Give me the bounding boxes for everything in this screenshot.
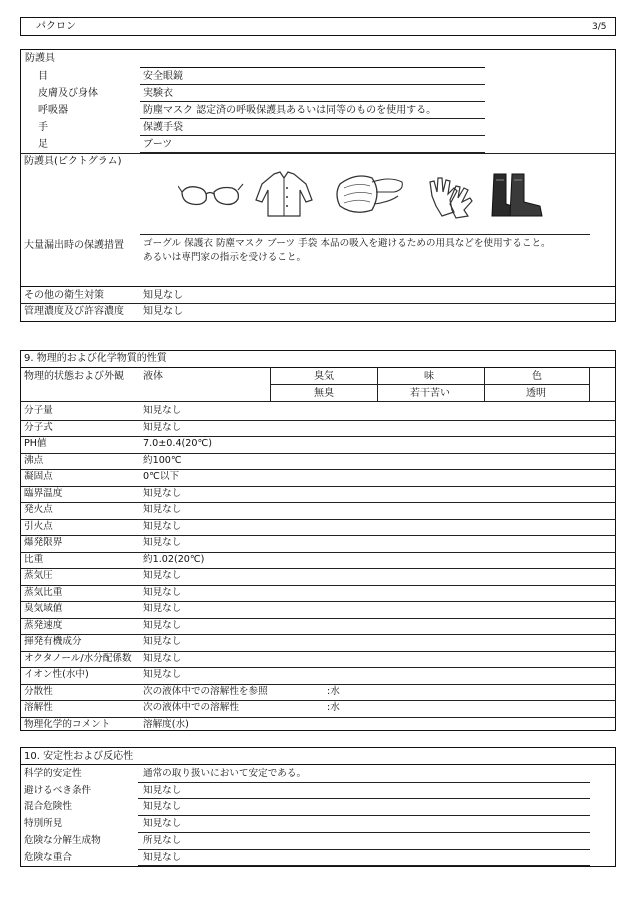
property-value: 知見なし	[143, 636, 182, 647]
divider	[20, 153, 616, 154]
property-label: 蒸気圧	[24, 570, 53, 581]
stability-value: 知見なし	[143, 784, 182, 796]
row-divider	[20, 453, 616, 454]
property-label: 爆発限界	[24, 537, 63, 548]
property-value: 知見なし	[143, 669, 182, 680]
spill-line2: あるいは専門家の指示を受けること。	[143, 252, 307, 263]
row-divider	[138, 798, 590, 799]
stability-label: 危険な重合	[24, 851, 72, 863]
row-divider	[138, 815, 590, 816]
row-divider	[20, 585, 616, 586]
property-label: PH値	[24, 438, 47, 449]
property-label: 分子量	[24, 405, 53, 416]
section9-box	[20, 350, 616, 731]
line	[140, 118, 485, 119]
label-hand: 手	[38, 122, 48, 133]
label-eye: 目	[38, 71, 48, 82]
stability-value: 知見なし	[143, 818, 182, 830]
divider	[20, 303, 616, 304]
value-foot: ブーツ	[143, 139, 173, 150]
section9-title: 9. 物理的および化学物質的性質	[24, 353, 167, 364]
product-name: パクロン	[36, 21, 76, 32]
value-skin: 実験衣	[143, 88, 173, 99]
stability-label: 避けるべき条件	[24, 784, 92, 796]
property-label: 引火点	[24, 520, 53, 532]
lab-coat-icon	[254, 170, 314, 220]
line	[140, 234, 590, 235]
limit-label: 管理濃度及び許容濃度	[24, 306, 124, 317]
property-value: 知見なし	[143, 619, 182, 631]
row-divider	[20, 469, 616, 470]
row-divider	[20, 651, 616, 652]
row-divider	[20, 717, 616, 718]
divider	[20, 401, 616, 402]
line	[140, 84, 485, 85]
property-label: 沸点	[24, 454, 44, 466]
property-value: 次の液体中での溶解性	[143, 702, 239, 713]
taste-header: 味	[424, 371, 434, 382]
property-value: 知見なし	[143, 504, 182, 515]
label-skin: 皮膚及び身体	[38, 88, 98, 99]
property-value: 知見なし	[143, 570, 182, 581]
appearance-value: 液体	[143, 371, 163, 382]
row-divider	[20, 502, 616, 503]
row-divider	[20, 486, 616, 487]
property-value: 約1.02(20℃)	[143, 553, 205, 565]
property-label: 凝固点	[24, 471, 53, 482]
property-label: 分子式	[24, 421, 53, 433]
odor-value: 無臭	[314, 388, 334, 399]
row-divider	[20, 535, 616, 536]
row-divider	[20, 667, 616, 668]
row-divider	[138, 782, 590, 783]
property-label: 蒸発速度	[24, 619, 63, 631]
property-value: 知見なし	[143, 603, 182, 614]
label-respiratory: 呼吸器	[38, 105, 68, 116]
row-divider	[20, 601, 616, 602]
color-header: 色	[532, 371, 542, 382]
odor-header: 臭気	[314, 371, 334, 382]
stability-label: 科学的安定性	[24, 768, 82, 779]
stability-label: 特別所見	[24, 818, 63, 830]
property-label: イオン性(水中)	[24, 669, 89, 680]
divider	[20, 764, 616, 765]
property-label: 臭気域値	[24, 603, 63, 614]
header-box	[20, 17, 616, 36]
property-label: オクタノール/水分配係数	[24, 652, 132, 664]
taste-value: 若干苦い	[410, 388, 450, 399]
divider	[20, 367, 616, 368]
gloves-icon	[424, 172, 478, 220]
spill-label: 大量漏出時の保護措置	[24, 240, 124, 251]
limit-value: 知見なし	[143, 306, 183, 317]
stability-value: 通常の取り扱いにおいて安定である。	[143, 768, 307, 779]
stability-value: 知見なし	[143, 851, 182, 863]
stability-label: 混合危険性	[24, 801, 72, 813]
property-label: 揮発有機成分	[24, 636, 82, 647]
row-divider	[20, 519, 616, 520]
property-label: 溶解性	[24, 702, 53, 713]
row-divider	[138, 832, 590, 833]
row-divider	[20, 700, 616, 701]
property-value: 知見なし	[143, 537, 182, 548]
row-divider	[20, 634, 616, 635]
property-value: 知見なし	[143, 520, 182, 532]
value-respiratory: 防塵マスク 認定済の呼吸保護具あるいは同等のものを使用する。	[143, 105, 437, 116]
property-extra: :水	[327, 702, 340, 713]
property-label: 分散性	[24, 685, 53, 697]
property-label: 臨界温度	[24, 487, 63, 499]
stability-value: 知見なし	[143, 801, 182, 813]
property-value: 次の液体中での溶解性を参照	[143, 685, 268, 697]
property-value: 知見なし	[143, 405, 182, 416]
property-label: 蒸気比重	[24, 586, 63, 598]
value-hand: 保護手袋	[143, 122, 183, 133]
property-value: 0℃以下	[143, 471, 180, 482]
boots-icon	[488, 170, 546, 220]
row-divider	[20, 684, 616, 685]
property-extra: :水	[327, 685, 340, 697]
label-foot: 足	[38, 139, 48, 150]
row-divider	[138, 865, 590, 866]
property-label: 発火点	[24, 504, 53, 515]
stability-label: 危険な分解生成物	[24, 834, 101, 846]
property-label: 物理化学的コメント	[24, 718, 111, 730]
row-divider	[20, 552, 616, 553]
spill-line1: ゴーグル 保護衣 防塵マスク ブーツ 手袋 本品の吸入を避けるための用具などを使用すること。	[143, 238, 551, 249]
property-label: 比重	[24, 553, 44, 565]
hygiene-label: その他の衛生対策	[24, 290, 104, 301]
value-eye: 安全眼鏡	[143, 71, 183, 82]
grid	[270, 384, 590, 385]
row-divider	[20, 436, 616, 437]
property-value: 知見なし	[143, 652, 182, 664]
line	[140, 67, 485, 68]
protective-title: 防護具	[25, 53, 55, 64]
page-number: 3/5	[592, 22, 607, 32]
pictogram-label: 防護具(ピクトグラム)	[24, 156, 122, 167]
dust-mask-icon	[332, 170, 406, 218]
color-value: 透明	[526, 388, 546, 399]
property-value: 知見なし	[143, 421, 182, 433]
row-divider	[20, 618, 616, 619]
row-divider	[20, 420, 616, 421]
appearance-label: 物理的状態および外観	[24, 371, 124, 382]
property-value: 知見なし	[143, 586, 182, 598]
goggles-icon	[178, 178, 244, 208]
property-value: 約100℃	[143, 454, 182, 466]
property-value: 7.0±0.4(20℃)	[143, 438, 213, 449]
row-divider	[138, 849, 590, 850]
stability-value: 所見なし	[143, 834, 182, 846]
section10-title: 10. 安定性および反応性	[24, 751, 134, 762]
property-value: 知見なし	[143, 487, 182, 499]
line	[140, 135, 485, 136]
row-divider	[20, 568, 616, 569]
property-value: 溶解度(水)	[143, 718, 189, 730]
divider	[20, 286, 616, 287]
line	[140, 101, 485, 102]
hygiene-value: 知見なし	[143, 290, 183, 301]
